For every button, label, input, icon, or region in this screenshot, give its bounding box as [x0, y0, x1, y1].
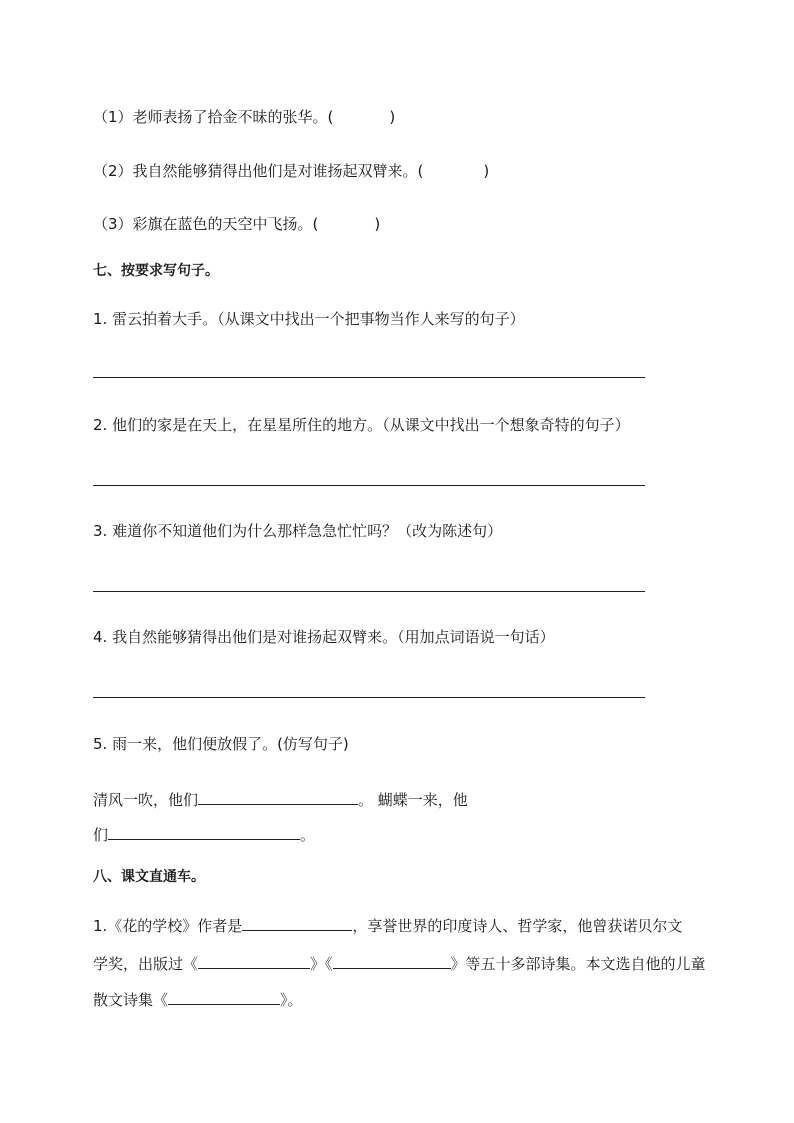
answer-line-7-4[interactable] [93, 697, 645, 698]
close-paren: ) [483, 162, 490, 180]
fill-blank[interactable] [198, 952, 310, 969]
question-6-3 [93, 214, 380, 234]
imitation-line-1 [93, 788, 468, 810]
close-paren: ) [389, 108, 396, 126]
question-8-line-1 [93, 914, 682, 936]
section-8-heading: 八、课文直通车。 [93, 869, 205, 885]
question-6-2 [93, 161, 489, 181]
imitation-text: 清风一吹，他们 [93, 791, 199, 809]
question-text: 1.《花的学校》作者是 [93, 917, 243, 935]
question-7-4: 4. 我自然能够猜得出他们是对谁扬起双臂来。（用加点词语说一句话） [93, 628, 555, 646]
question-text: （1）老师表扬了拾金不昧的张华。( [93, 108, 334, 126]
imitation-text: 。 [300, 826, 316, 844]
question-text: 》。 [280, 991, 303, 1009]
question-text: 散文诗集《 [93, 991, 169, 1009]
close-paren: ) [374, 215, 381, 233]
question-8-line-3 [93, 988, 303, 1010]
fill-blank[interactable] [168, 988, 280, 1005]
question-text: 》等五十多部诗集。本文选自他的儿童 [450, 955, 706, 973]
answer-line-7-3[interactable] [93, 591, 645, 592]
question-text: （2）我自然能够猜得出他们是对谁扬起双臂来。( [93, 162, 424, 180]
question-text: ，享誉世界的印度诗人、哲学家，他曾获诺贝尔文 [352, 917, 683, 935]
fill-blank[interactable] [108, 823, 300, 840]
question-7-2: 2. 他们的家是在天上，在星星所住的地方。（从课文中找出一个想象奇特的句子） [93, 416, 630, 434]
answer-line-7-1[interactable] [93, 377, 645, 378]
imitation-text: 们 [93, 826, 109, 844]
imitation-text: 。 蝴蝶一来，他 [358, 791, 468, 809]
imitation-line-2 [93, 823, 315, 845]
question-7-1: 1. 雷云拍着大手。（从课文中找出一个把事物当作人来写的句子） [93, 310, 525, 328]
question-6-1 [93, 107, 395, 127]
question-text: 学奖，出版过《 [93, 955, 199, 973]
question-7-5: 5. 雨一来，他们便放假了。(仿写句子) [93, 735, 349, 753]
fill-blank[interactable] [333, 952, 451, 969]
question-text: 》《 [310, 955, 333, 973]
fill-blank[interactable] [198, 788, 358, 805]
question-text: （3）彩旗在蓝色的天空中飞扬。( [93, 215, 319, 233]
answer-line-7-2[interactable] [93, 485, 645, 486]
section-7-heading: 七、按要求写句子。 [93, 263, 219, 279]
question-7-3: 3. 难道你不知道他们为什么那样急急忙忙吗？（改为陈述句） [93, 522, 503, 540]
question-8-line-2 [93, 952, 706, 974]
fill-blank[interactable] [242, 914, 352, 931]
